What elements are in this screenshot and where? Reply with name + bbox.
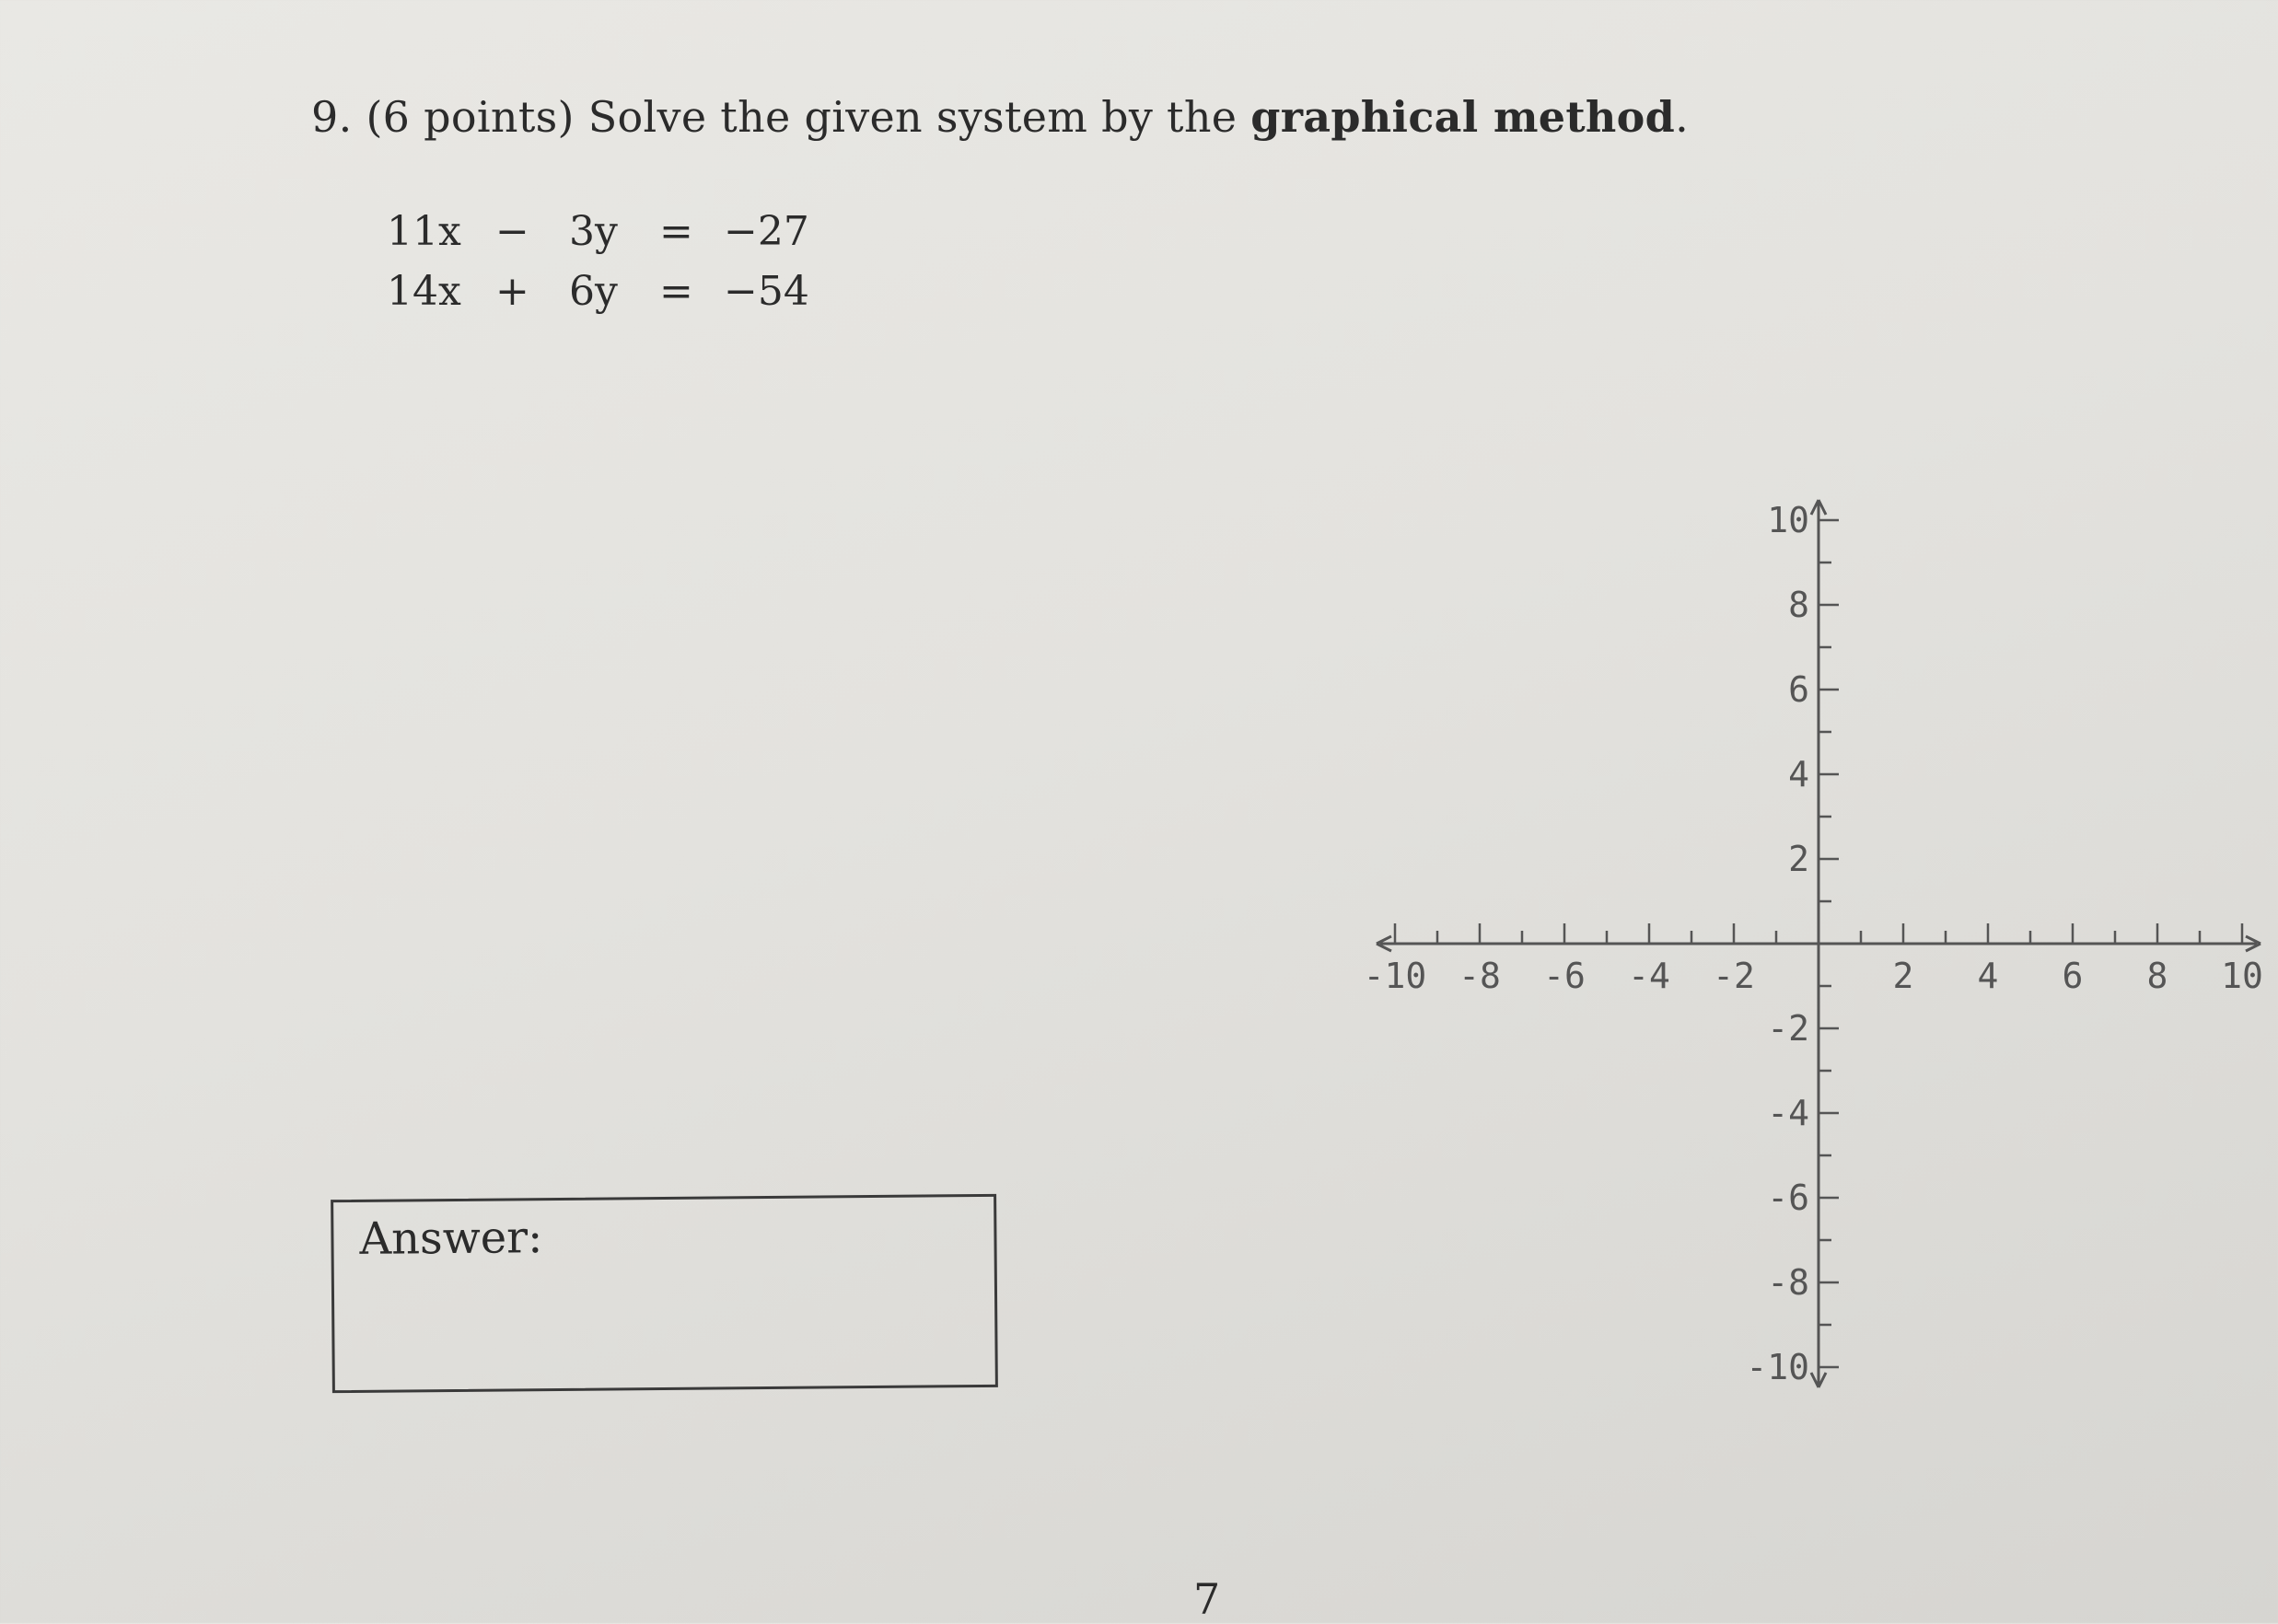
y-tick-label: 10: [1767, 500, 1809, 540]
equation-constant: −27: [724, 208, 809, 255]
equation-operator: −: [495, 208, 529, 255]
problem-statement: [311, 92, 1689, 142]
x-tick-label: 8: [2146, 956, 2168, 996]
equals-sign: =: [659, 268, 693, 315]
y-tick-label: -8: [1767, 1262, 1809, 1303]
answer-label: Answer:: [359, 1212, 543, 1265]
problem-points: (6 points): [366, 92, 575, 142]
equation-system: [387, 208, 809, 328]
x-tick-label: -10: [1363, 956, 1427, 996]
x-tick-label: 10: [2221, 956, 2263, 996]
problem-emphasis: graphical method: [1250, 92, 1676, 142]
y-tick-label: 2: [1788, 839, 1809, 879]
y-tick-label: 4: [1788, 754, 1809, 795]
problem-number: 9.: [311, 92, 353, 142]
problem-period: .: [1675, 92, 1690, 142]
equation-term: 14x: [387, 268, 461, 315]
equation-term: 3y: [569, 208, 618, 255]
y-tick-label: -10: [1746, 1347, 1809, 1387]
problem-text: Solve the given system by the: [587, 92, 1238, 142]
x-tick-label: -8: [1459, 956, 1501, 996]
y-tick-label: -4: [1767, 1093, 1809, 1133]
x-tick-label: 6: [2062, 956, 2084, 996]
equation-constant: −54: [724, 268, 809, 315]
equation-row: [387, 208, 809, 268]
y-tick-label: -2: [1767, 1008, 1809, 1049]
y-tick-label: 6: [1788, 669, 1809, 710]
coordinate-grid[interactable]: [1326, 488, 2278, 1436]
equation-operator: +: [495, 268, 529, 315]
x-tick-label: -4: [1628, 956, 1670, 996]
page-number: 7: [1193, 1574, 1221, 1624]
answer-box[interactable]: [331, 1194, 998, 1393]
y-tick-label: -6: [1767, 1177, 1809, 1218]
x-tick-label: 4: [1977, 956, 1999, 996]
equation-term: 6y: [569, 268, 618, 315]
x-tick-label: -6: [1543, 956, 1586, 996]
equation-row: [387, 268, 809, 328]
x-tick-label: -2: [1713, 956, 1755, 996]
y-tick-label: 8: [1788, 585, 1809, 625]
equation-term: 11x: [387, 208, 461, 255]
equals-sign: =: [659, 208, 693, 255]
x-tick-label: 2: [1892, 956, 1914, 996]
